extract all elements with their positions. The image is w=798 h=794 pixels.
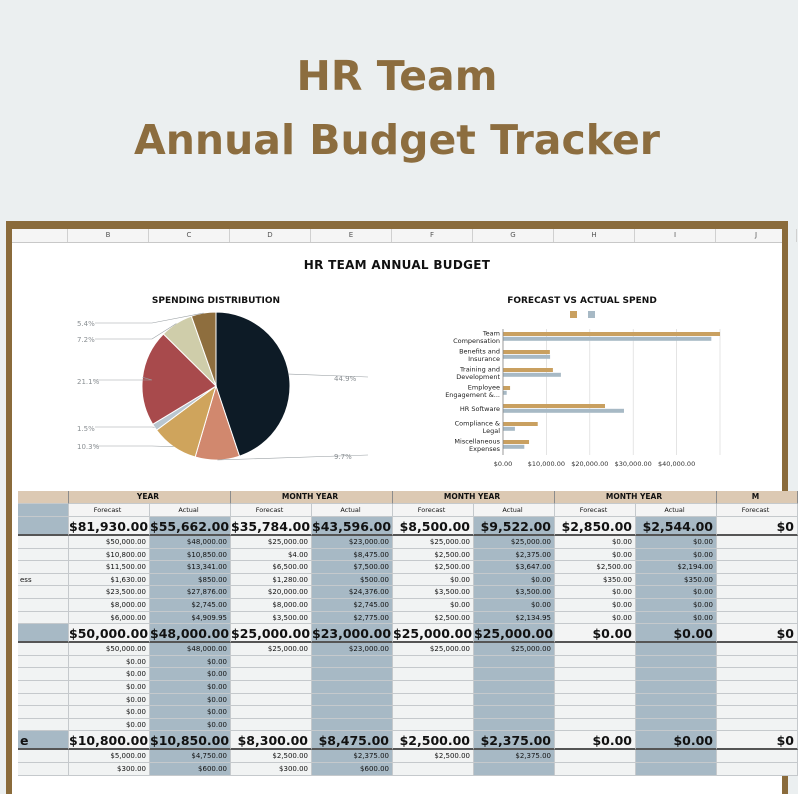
table-row (18, 694, 788, 707)
table-cell[interactable] (312, 706, 393, 719)
group-header-4[interactable]: MONTH YEAR (555, 491, 717, 504)
table-cell[interactable]: $25,000.00 (393, 536, 474, 549)
table-cell[interactable]: $0.00 (555, 586, 636, 599)
row-label-cell[interactable] (18, 694, 69, 707)
table-cell[interactable]: $2,375.00 (474, 750, 555, 763)
table-row (18, 706, 788, 719)
table-cell[interactable]: $0.00 (150, 668, 231, 681)
table-cell[interactable] (231, 681, 312, 694)
column-header-h[interactable]: H (554, 229, 635, 242)
table-cell[interactable]: $48,000.00 (150, 643, 231, 656)
dashboard-title: HR TEAM ANNUAL BUDGET (303, 258, 491, 272)
promo-title (0, 44, 794, 172)
row-label-cell[interactable] (18, 763, 69, 776)
table-cell[interactable]: $1,280.00 (231, 574, 312, 587)
table-cell[interactable]: $300.00 (69, 763, 150, 776)
table-cell[interactable] (555, 706, 636, 719)
row-label-cell[interactable]: ess (18, 574, 69, 587)
table-cell[interactable]: $20,000.00 (231, 586, 312, 599)
table-row (18, 643, 788, 656)
promo-title-line1: HR Team (296, 52, 498, 100)
table-cell[interactable] (555, 750, 636, 763)
table-cell[interactable]: $5,000.00 (69, 750, 150, 763)
table-cell[interactable]: $0.00 (69, 706, 150, 719)
table-cell[interactable]: $8,300.00 (231, 731, 312, 750)
table-cell[interactable]: $23,000.00 (312, 536, 393, 549)
table-cell[interactable]: $0.00 (474, 599, 555, 612)
table-cell[interactable] (717, 574, 798, 587)
table-cell[interactable] (231, 706, 312, 719)
table-cell[interactable]: $48,000.00 (150, 536, 231, 549)
table-cell[interactable]: $0.00 (150, 656, 231, 669)
pie-label-7: 5.4% (77, 320, 95, 328)
table-cell[interactable]: $0.00 (636, 624, 717, 643)
table-cell[interactable]: $2,850.00 (555, 517, 636, 536)
table-cell[interactable]: $0.00 (69, 694, 150, 707)
spreadsheet (12, 229, 794, 794)
table-cell[interactable]: $8,475.00 (312, 549, 393, 562)
bar-category-label-6-1: Compliance & (454, 419, 500, 428)
row-label-cell[interactable] (18, 517, 69, 536)
bar-forecast-3[interactable] (503, 368, 553, 372)
table-cell[interactable]: $0.00 (555, 536, 636, 549)
table-cell[interactable] (312, 719, 393, 732)
table-cell[interactable] (636, 719, 717, 732)
sub-header-6[interactable]: Actual (474, 504, 555, 517)
table-cell[interactable]: $600.00 (312, 763, 393, 776)
pie-label-2: 9.7% (334, 453, 352, 461)
table-cell[interactable] (393, 719, 474, 732)
pie-label-5: 21.1% (77, 378, 100, 386)
table-cell[interactable] (312, 668, 393, 681)
pie-label-4: 1.5% (77, 425, 95, 433)
table-cell[interactable]: $0.00 (474, 574, 555, 587)
column-header-d[interactable]: D (230, 229, 311, 242)
pie-leader-line-3 (95, 446, 174, 447)
bar-category-label-6-2: Legal (482, 426, 500, 435)
sub-header-5[interactable]: Forecast (393, 504, 474, 517)
table-row (18, 719, 788, 732)
sub-header-3[interactable]: Forecast (231, 504, 312, 517)
table-cell[interactable]: $4,750.00 (150, 750, 231, 763)
table-cell[interactable]: $8,000.00 (69, 599, 150, 612)
table-cell[interactable]: $4,909.95 (150, 612, 231, 625)
bar-category-label-3-1: Training and (460, 365, 500, 374)
table-cell[interactable]: $23,000.00 (312, 643, 393, 656)
column-header-e[interactable]: E (311, 229, 392, 242)
table-cell[interactable] (474, 694, 555, 707)
table-cell[interactable] (636, 763, 717, 776)
table-cell[interactable] (717, 681, 798, 694)
bar-forecast-2[interactable] (503, 350, 550, 354)
table-cell[interactable]: $2,500.00 (231, 750, 312, 763)
table-cell[interactable] (393, 763, 474, 776)
table-row (18, 750, 788, 763)
bar-x-tick-1: $10,000.00 (527, 460, 566, 468)
table-cell[interactable]: $2,375.00 (474, 549, 555, 562)
table-cell[interactable]: $35,784.00 (231, 519, 311, 534)
row-label-cell[interactable] (18, 624, 69, 643)
table-cell[interactable] (393, 668, 474, 681)
table-cell[interactable]: $0 (717, 624, 798, 643)
table-cell[interactable]: $300.00 (231, 763, 312, 776)
table-cell[interactable]: $3,500.00 (474, 586, 555, 599)
bar-forecast-1[interactable] (503, 332, 720, 336)
table-cell[interactable]: $350.00 (636, 574, 717, 587)
table-cell[interactable] (717, 719, 798, 732)
table-cell[interactable]: $8,000.00 (231, 599, 312, 612)
sub-header-1[interactable]: Forecast (69, 504, 150, 517)
table-cell[interactable]: $0.00 (150, 694, 231, 707)
table-cell[interactable] (393, 694, 474, 707)
table-cell[interactable]: $0 (717, 517, 798, 536)
table-cell[interactable]: $25,000.00 (231, 626, 311, 642)
bar-actual-7[interactable] (503, 445, 524, 449)
table-cell[interactable] (717, 599, 798, 612)
bar-actual-5[interactable] (503, 409, 624, 413)
table-cell[interactable]: $2,375.00 (474, 731, 555, 750)
bar-category-label-7-1: Miscellaneous (454, 437, 500, 446)
table-cell[interactable]: $600.00 (150, 763, 231, 776)
row-label-cell[interactable] (18, 668, 69, 681)
row-label-cell[interactable] (18, 656, 69, 669)
table-cell[interactable]: $25,000.00 (393, 643, 474, 656)
bar-x-tick-4: $40,000.00 (657, 460, 696, 468)
table-cell[interactable] (474, 706, 555, 719)
group-header-2[interactable]: MONTH YEAR (231, 491, 393, 504)
bar-actual-2[interactable] (503, 355, 550, 359)
table-cell[interactable]: $6,500.00 (231, 561, 312, 574)
pie-chart-title: SPENDING DISTRIBUTION (151, 296, 281, 306)
table-group-header-row (18, 491, 788, 504)
sub-header-label-cell[interactable] (18, 504, 69, 517)
row-label-cell[interactable] (18, 549, 69, 562)
table-cell[interactable]: $1,630.00 (69, 574, 150, 587)
table-cell[interactable] (636, 668, 717, 681)
pie-label-3: 10.3% (77, 443, 100, 451)
table-cell[interactable]: $8,475.00 (312, 731, 393, 750)
bar-actual-3[interactable] (503, 373, 561, 377)
table-cell[interactable] (717, 612, 798, 625)
table-total-row (18, 624, 794, 643)
bar-category-label-4-1: Employee (467, 383, 500, 392)
table-row (18, 586, 788, 599)
bar-category-label-1-1: Team (482, 329, 500, 338)
table-cell[interactable]: $10,800.00 (69, 733, 149, 749)
sub-header-7[interactable]: Forecast (555, 504, 636, 517)
table-cell[interactable] (474, 668, 555, 681)
pie-chart[interactable] (72, 309, 372, 469)
table-cell[interactable] (555, 668, 636, 681)
table-cell[interactable] (474, 681, 555, 694)
table-cell[interactable]: $0.00 (636, 599, 717, 612)
table-cell[interactable]: $27,876.00 (150, 586, 231, 599)
bar-forecast-5[interactable] (503, 404, 605, 408)
table-cell[interactable] (231, 656, 312, 669)
table-cell[interactable]: $10,800.00 (69, 549, 150, 562)
table-cell[interactable]: $24,376.00 (312, 586, 393, 599)
table-cell[interactable]: $25,000.00 (393, 626, 473, 642)
bar-actual-4[interactable] (503, 391, 507, 395)
table-cell[interactable]: $0.00 (555, 731, 636, 750)
table-cell[interactable]: $10,850.00 (150, 733, 230, 749)
column-header-b[interactable]: B (68, 229, 149, 242)
bar-forecast-7[interactable] (503, 440, 529, 444)
table-cell[interactable]: $43,596.00 (312, 519, 392, 534)
table-cell[interactable] (312, 681, 393, 694)
table-cell[interactable]: $9,522.00 (474, 517, 555, 536)
table-cell[interactable] (717, 750, 798, 763)
table-cell[interactable] (555, 643, 636, 656)
table-cell[interactable]: $0.00 (636, 549, 717, 562)
table-cell[interactable]: $2,134.95 (474, 612, 555, 625)
table-cell[interactable]: $0.00 (69, 719, 150, 732)
row-label-cell[interactable] (18, 719, 69, 732)
table-cell[interactable] (231, 668, 312, 681)
sub-header-4[interactable]: Actual (312, 504, 393, 517)
table-cell[interactable] (717, 536, 798, 549)
legend-swatch-forecast[interactable] (570, 311, 577, 318)
column-header-a[interactable] (12, 229, 68, 242)
table-cell[interactable]: $0.00 (69, 656, 150, 669)
table-row (18, 536, 788, 549)
row-label-cell[interactable] (18, 681, 69, 694)
table-cell[interactable]: $25,000.00 (474, 643, 555, 656)
table-cell[interactable]: $50,000.00 (69, 626, 149, 642)
bar-actual-1[interactable] (503, 337, 711, 341)
column-header-j[interactable]: J (716, 229, 797, 242)
group-header-5[interactable]: M (717, 491, 798, 504)
table-cell[interactable] (474, 656, 555, 669)
bar-chart-title: FORECAST VS ACTUAL SPEND (507, 296, 657, 306)
bar-forecast-4[interactable] (503, 386, 510, 390)
table-cell[interactable] (636, 706, 717, 719)
row-label-cell[interactable] (18, 561, 69, 574)
table-cell[interactable]: $2,775.00 (312, 612, 393, 625)
table-cell[interactable]: $10,850.00 (150, 549, 231, 562)
table-row (18, 612, 788, 625)
column-header-bar (12, 229, 782, 243)
table-cell[interactable] (636, 750, 717, 763)
table-cell[interactable]: $0.00 (150, 706, 231, 719)
table-row (18, 668, 788, 681)
table-cell[interactable]: $0.00 (393, 574, 474, 587)
table-cell[interactable]: $4.00 (231, 549, 312, 562)
table-cell[interactable] (717, 763, 798, 776)
table-sub-header-row (18, 504, 788, 517)
table-cell[interactable] (555, 719, 636, 732)
table-cell[interactable] (393, 681, 474, 694)
table-cell[interactable]: $2,375.00 (312, 750, 393, 763)
bar-x-tick-0: $0.00 (493, 460, 513, 468)
table-cell[interactable]: $0.00 (555, 612, 636, 625)
table-row (18, 599, 788, 612)
legend-swatch-actual[interactable] (588, 311, 595, 318)
bar-category-label-7-2: Expenses (469, 444, 500, 453)
table-cell[interactable] (717, 668, 798, 681)
sub-header-9[interactable]: Forecast (717, 504, 798, 517)
table-cell[interactable] (717, 586, 798, 599)
bar-category-label-1-2: Compensation (453, 336, 500, 345)
table-cell[interactable]: $0.00 (636, 536, 717, 549)
table-cell[interactable] (555, 681, 636, 694)
table-cell[interactable]: $2,500.00 (393, 549, 474, 562)
table-cell[interactable]: $25,000.00 (231, 536, 312, 549)
table-cell[interactable]: $2,500.00 (393, 612, 474, 625)
column-header-i[interactable]: I (635, 229, 716, 242)
table-cell[interactable]: $50,000.00 (69, 536, 150, 549)
table-row (18, 681, 788, 694)
row-label-cell[interactable] (18, 643, 69, 656)
table-cell[interactable]: $81,930.00 (69, 519, 149, 534)
table-row (18, 763, 788, 776)
table-cell[interactable] (717, 561, 798, 574)
table-cell[interactable] (717, 656, 798, 669)
table-cell[interactable] (231, 719, 312, 732)
table-cell[interactable]: $0.00 (69, 668, 150, 681)
table-cell[interactable]: $0.00 (393, 599, 474, 612)
table-cell[interactable]: $2,544.00 (636, 517, 717, 536)
table-cell[interactable]: $0.00 (555, 599, 636, 612)
row-label-cell[interactable] (18, 706, 69, 719)
table-cell[interactable]: $6,000.00 (69, 612, 150, 625)
row-label-cell[interactable] (18, 750, 69, 763)
table-cell[interactable]: $3,500.00 (393, 586, 474, 599)
pie-label-1: 44.9% (334, 375, 357, 383)
bar-x-tick-2: $20,000.00 (571, 460, 609, 468)
table-cell[interactable]: $0.00 (636, 731, 717, 750)
table-cell[interactable]: $2,194.00 (636, 561, 717, 574)
bar-chart[interactable] (412, 307, 742, 467)
table-row (18, 574, 788, 587)
table-cell[interactable] (636, 643, 717, 656)
table-row (18, 549, 788, 562)
group-header-1[interactable]: YEAR (69, 491, 231, 504)
column-header-f[interactable]: F (392, 229, 473, 242)
table-cell[interactable]: $0.00 (636, 612, 717, 625)
table-cell[interactable]: $2,500.00 (393, 750, 474, 763)
table-cell[interactable]: $25,000.00 (474, 536, 555, 549)
table-cell[interactable]: $0.00 (150, 719, 231, 732)
table-cell[interactable] (717, 706, 798, 719)
table-total-row (18, 517, 794, 536)
table-cell[interactable]: $500.00 (312, 574, 393, 587)
table-cell[interactable] (636, 681, 717, 694)
table-cell[interactable]: $3,647.00 (474, 561, 555, 574)
bar-category-label-4-2: Engagement &... (445, 390, 500, 399)
bar-category-label-5-1: HR Software (459, 405, 500, 413)
bar-category-label-3-2: Development (456, 372, 500, 381)
table-cell[interactable] (231, 694, 312, 707)
table-cell[interactable]: $0.00 (636, 586, 717, 599)
bar-actual-6[interactable] (503, 427, 515, 431)
table-cell[interactable] (393, 706, 474, 719)
table-cell[interactable] (555, 694, 636, 707)
table-cell[interactable]: $11,500.00 (69, 561, 150, 574)
table-cell[interactable]: $0.00 (555, 549, 636, 562)
table-cell[interactable]: $50,000.00 (69, 643, 150, 656)
column-header-g[interactable]: G (473, 229, 554, 242)
bar-forecast-6[interactable] (503, 422, 538, 426)
table-cell[interactable] (312, 694, 393, 707)
table-cell[interactable] (312, 656, 393, 669)
column-header-c[interactable]: C (149, 229, 230, 242)
table-cell[interactable]: $3,500.00 (231, 612, 312, 625)
table-cell[interactable]: $48,000.00 (150, 626, 230, 642)
table-cell[interactable] (636, 694, 717, 707)
table-cell[interactable]: $0.00 (69, 681, 150, 694)
table-cell[interactable]: $25,000.00 (231, 643, 312, 656)
table-cell[interactable]: $23,500.00 (69, 586, 150, 599)
promo-title-line2: Annual Budget Tracker (134, 116, 660, 164)
table-cell[interactable]: $850.00 (150, 574, 231, 587)
group-header-3[interactable]: MONTH YEAR (393, 491, 555, 504)
table-cell[interactable]: $2,745.00 (312, 599, 393, 612)
table-cell[interactable]: $2,745.00 (150, 599, 231, 612)
table-cell[interactable]: $23,000.00 (312, 626, 392, 642)
table-cell[interactable]: $8,500.00 (393, 517, 474, 536)
table-cell[interactable]: $7,500.00 (312, 561, 393, 574)
row-label-cell[interactable] (18, 612, 69, 625)
pie-label-6: 7.2% (77, 336, 95, 344)
bar-category-label-2-1: Benefits and (459, 347, 500, 356)
table-cell[interactable] (474, 763, 555, 776)
table-row (18, 656, 788, 669)
table-cell[interactable]: $2,500.00 (393, 731, 474, 750)
group-header-label-cell[interactable] (18, 491, 69, 504)
table-cell[interactable]: $0 (717, 731, 798, 750)
table-cell[interactable]: $2,500.00 (555, 561, 636, 574)
table-cell[interactable]: $25,000.00 (474, 626, 554, 642)
table-cell[interactable] (393, 656, 474, 669)
table-cell[interactable] (555, 763, 636, 776)
sub-header-8[interactable]: Actual (636, 504, 717, 517)
table-cell[interactable]: $350.00 (555, 574, 636, 587)
table-cell[interactable]: $13,341.00 (150, 561, 231, 574)
table-cell[interactable]: $55,662.00 (150, 519, 230, 534)
table-cell[interactable] (474, 719, 555, 732)
table-total-row (18, 731, 794, 750)
table-cell[interactable]: $0.00 (555, 624, 636, 643)
table-cell[interactable] (717, 549, 798, 562)
sub-header-2[interactable]: Actual (150, 504, 231, 517)
row-label-cell[interactable]: e (18, 731, 69, 750)
bar-x-tick-3: $30,000.00 (614, 460, 652, 468)
row-label-cell[interactable] (18, 586, 69, 599)
table-cell[interactable]: $0.00 (150, 681, 231, 694)
table-cell[interactable] (636, 656, 717, 669)
row-label-cell[interactable] (18, 536, 69, 549)
table-row (18, 561, 788, 574)
table-cell[interactable] (717, 694, 798, 707)
row-label-cell[interactable] (18, 599, 69, 612)
table-cell[interactable]: $2,500.00 (393, 561, 474, 574)
table-cell[interactable] (555, 656, 636, 669)
table-cell[interactable] (717, 643, 798, 656)
bar-category-label-2-2: Insurance (468, 354, 500, 363)
